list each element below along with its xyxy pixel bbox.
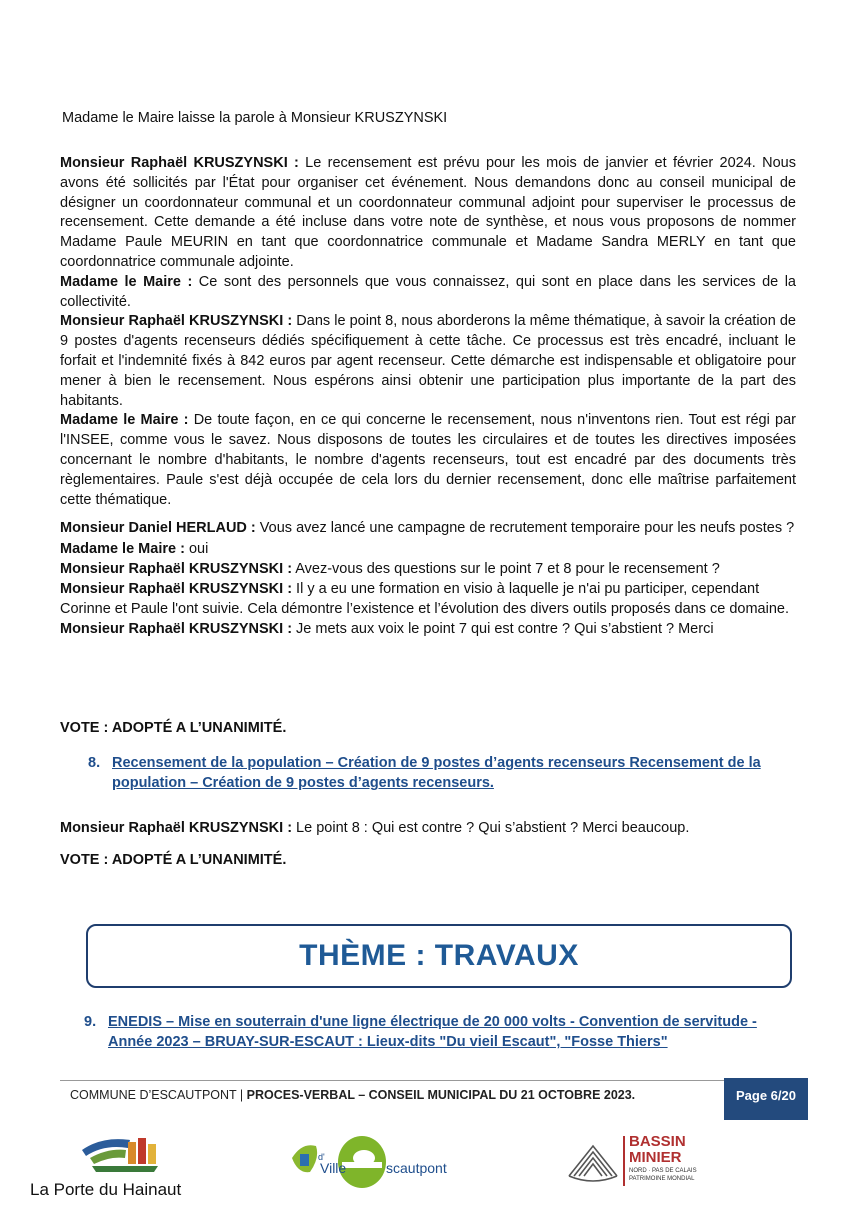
paragraph-text: Dans le point 8, nous aborderons la même thématique, à savoir la création de 9 postes d'agents recenseurs dédiés spécifiquement à cette tâche. Ce processus est très encadré, incluant le forfait et l'indemnité fixés à 842 euros par agent recenseur. Cette démarche est indispensable et obligatoire pour mener à bien le recensement. Nous espérons ainsi obtenir une participation plus importante de la part des habitants. [60,313,796,409]
intro-line: Madame le Maire laisse la parole à Monsieur KRUSZYNSKI [62,110,448,126]
theme-title: THÈME : TRAVAUX [299,939,579,972]
bassin-patrimoine: PATRIMOINE MONDIAL [629,1176,695,1182]
speaker: Monsieur Raphaël KRUSZYNSKI : [60,313,293,330]
speaker: Monsieur Daniel HERLAUD : [60,520,256,537]
speaker: Monsieur Raphaël KRUSZYNSKI : [60,561,293,578]
item-number: 8. [88,755,101,771]
bassin-word: BASSIN [629,1133,686,1150]
speaker: Monsieur Raphaël KRUSZYNSKI : [60,155,299,171]
escautpont-ville: Ville [320,1160,347,1176]
agenda-item-9[interactable] [84,1012,796,1052]
paragraph [60,154,796,273]
paragraph [60,580,796,620]
paragraph-text: De toute façon, en ce qui concerne le recensement, nous n'inventons rien. Tout est régi par l'INSEE, comme vous le savez. Nous disposons de toutes les circulaires et de toutes les directives imposées concernant le nombre d'habitants, le nombre d'agents recenseurs, tout est encadré par des documents très règlementaires. Paule s'est déjà occupée de cela lors du dernier recensement, donc elle maîtrise parfaitement cette thématique. [60,412,796,508]
vote-result: VOTE : ADOPTÉ A L’UNANIMITÉ. [60,720,287,736]
paragraph-text: Vous avez lancé une campagne de recrutement temporaire pour les neufs postes ? [255,520,795,537]
item-link[interactable]: ENEDIS – Mise en souterrain d'une ligne électrique de 20 000 volts - Convention de servitude - Année 2023 – BRUAY-SUR-ESCAUT : Lieux-dits "Du vieil Escaut", "Fosse Thiers" [108,1014,757,1050]
paragraph-text: Le point 8 : Qui est contre ? Qui s’abstient ? Merci beaucoup. [292,820,690,836]
escautpont-d: d' [318,1152,325,1162]
minier-word: MINIER [629,1149,682,1166]
minutes-body [60,148,796,639]
footer-title: PROCES-VERBAL – CONSEIL MUNICIPAL DU 21 OCTOBRE 2023. [246,1088,636,1102]
agenda-item-8[interactable] [88,753,793,793]
speaker: Madame le Maire : [60,541,185,558]
vote-result: VOTE : ADOPTÉ A L’UNANIMITÉ. [60,852,287,868]
footer-divider [60,1080,724,1081]
escautpont-logo [290,1128,470,1200]
paragraph [60,516,796,540]
speaker: Monsieur Raphaël KRUSZYNSKI : [60,820,293,836]
item-link[interactable]: Recensement de la population – Création de 9 postes d’agents recenseurs Recensement de la population – Création de 9 postes d’agents recenseurs. [112,755,761,791]
paragraph [60,411,796,510]
paragraph-text: Le recensement est prévu pour les mois de janvier et février 2024. Nous avons été sollicités par l'État pour organiser cet événement. Nous demandons donc au conseil municipal de désigner un coordonnateur communal et un coordonnateur communal adjoint pour superviser le processus de recensement. Cette demande a été incluse dans votre note de synthèse, et nous vous proposons de nommer Madame Paule MEURIN en tant que coordonnatrice communale et Madame Sandra MERLY en tant que coordonnatrice communale adjointe. [60,155,796,270]
paragraph [60,273,796,313]
bassin-region: NORD · PAS DE CALAIS [629,1168,697,1174]
bassin-minier-emblem-icon [565,1136,621,1186]
speaker-line [60,820,689,836]
paragraph [60,540,796,560]
theme-banner [86,924,792,988]
speaker: Madame le Maire : [60,412,189,429]
hainaut-logo-text: La Porte du Hainaut [30,1180,182,1199]
speaker: Monsieur Raphaël KRUSZYNSKI : [60,620,293,637]
paragraph [60,312,796,411]
paragraph [60,560,796,580]
speaker: Monsieur Raphaël KRUSZYNSKI : [60,580,293,597]
speaker: Madame le Maire : [60,273,193,290]
paragraph-text: Ce sont des personnels que vous connaissez, qui sont en place dans les services de la collectivité. [60,273,796,310]
paragraph-text: Je mets aux voix le point 7 qui est contre ? Qui s’abstient ? Merci [292,620,714,637]
hainaut-emblem-icon [30,1128,220,1180]
paragraph-text: oui [184,541,209,558]
escautpont-name: scautpont [386,1160,447,1176]
paragraph [60,620,796,640]
bassin-minier-logo [565,1133,715,1196]
paragraph-text: Il y a eu une formation en visio à laquelle je n'ai pu participer, cependant Corinne et Paule l'ont suivie. Cela démontre l’existence et l’évolution des divers outils proposés dans ce domaine. [60,580,789,617]
porte-du-hainaut-logo [30,1128,220,1200]
item-number: 9. [84,1014,97,1030]
footer-commune: COMMUNE D’ESCAUTPONT | [70,1088,247,1102]
footer-text [70,1088,635,1102]
bassin-divider [623,1136,625,1186]
paragraph-text: Avez-vous des questions sur le point 7 et 8 pour le recensement ? [292,561,720,578]
page-number-badge: Page 6/20 [724,1078,808,1120]
